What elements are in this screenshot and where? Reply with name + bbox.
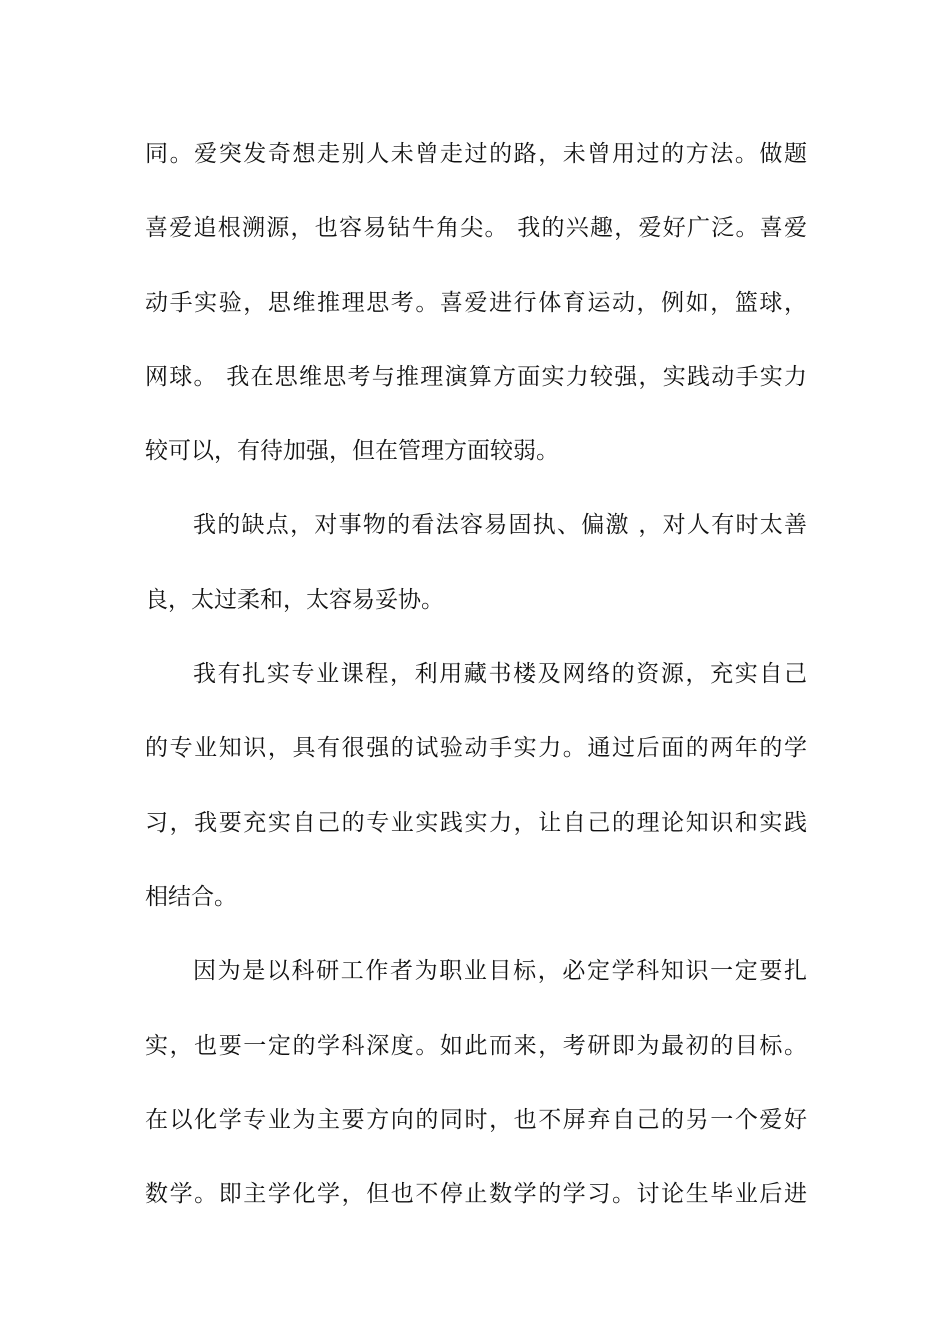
- text-line: 在以化学专业为主要方向的同时，也不屏弃自己的另一个爱好: [145, 1106, 807, 1133]
- text-line: 相结合。: [145, 883, 237, 910]
- text-line: 数学。即主学化学，但也不停止数学的学习。讨论生毕业后进: [145, 1181, 807, 1208]
- body-text: [145, 127, 807, 1241]
- text-line: 同。爱突发奇想走别人未曾走过的路，未曾用过的方法。做题: [145, 141, 807, 167]
- text-line: 动手实验，思维推理思考。喜爱进行体育运动，例如，篮球，: [145, 289, 807, 316]
- text-line: 良，太过柔和，太容易妥协。: [145, 586, 444, 613]
- text-line: 喜爱追根溯源，也容易钻牛角尖。 我的兴趣，爱好广泛。喜爱: [145, 215, 807, 242]
- text-line: 我有扎实专业课程，利用藏书楼及网络的资源，充实自己: [193, 661, 807, 688]
- text-line: 我的缺点，对事物的看法容易固执、偏激 ，对人有时太善: [193, 512, 807, 539]
- text-line: 较可以，有待加强，但在管理方面较弱。: [145, 438, 559, 465]
- text-line: 网球。 我在思维思考与推理演算方面实力较强，实践动手实力: [145, 363, 807, 390]
- text-line: 实，也要一定的学科深度。如此而来，考研即为最初的目标。: [145, 1032, 807, 1059]
- text-line: 习，我要充实自己的专业实践实力，让自己的理论知识和实践: [145, 809, 807, 836]
- text-line: 的专业知识，具有很强的试验动手实力。通过后面的两年的学: [145, 735, 807, 762]
- text-line: 因为是以科研工作者为职业目标，必定学科知识一定要扎: [193, 958, 807, 985]
